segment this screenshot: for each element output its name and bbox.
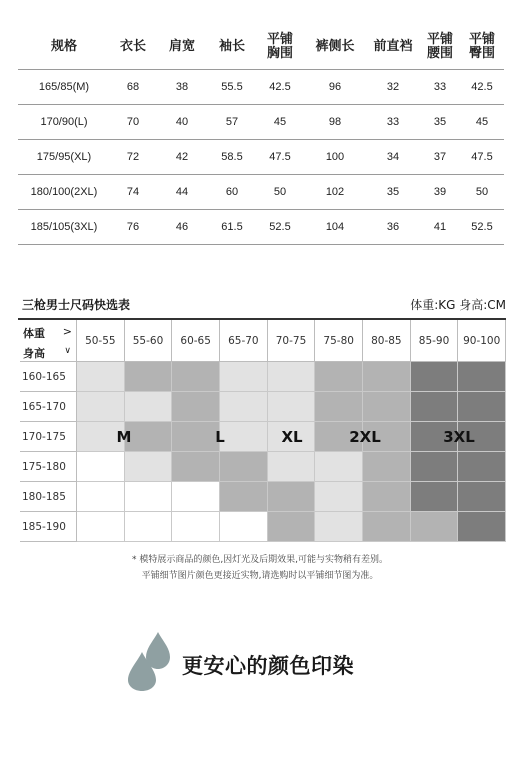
header-spec: 规格 bbox=[50, 37, 77, 53]
grid-cell bbox=[172, 512, 220, 542]
size-table-cell: 45 bbox=[475, 116, 489, 128]
height-row-label: 165-170 bbox=[20, 392, 77, 422]
grid-cell bbox=[458, 452, 506, 482]
size-table-cell: 38 bbox=[175, 81, 189, 93]
size-table-cell: 185/105(3XL) bbox=[30, 221, 98, 233]
size-table-row bbox=[18, 175, 504, 210]
size-table-cell: 50 bbox=[273, 186, 287, 198]
grid-cell bbox=[125, 452, 173, 482]
water-drops-icon bbox=[128, 630, 176, 692]
size-table-cell: 102 bbox=[325, 186, 345, 198]
grid-cell bbox=[125, 512, 173, 542]
header-chest: 平铺 胸围 bbox=[266, 30, 293, 60]
weight-label: 体重 bbox=[23, 327, 45, 340]
grid-row bbox=[20, 452, 506, 482]
note-line-1: * 模特展示商品的颜色,因灯光及后期效果,可能与实物稍有差别。 bbox=[131, 555, 389, 565]
size-table-row bbox=[18, 105, 504, 140]
size-table-cell: 55.5 bbox=[221, 81, 243, 93]
grid-cell bbox=[363, 452, 411, 482]
grid-cell bbox=[363, 482, 411, 512]
size-table-cell: 96 bbox=[328, 81, 342, 93]
grid-cell bbox=[125, 362, 173, 392]
grid-cell bbox=[411, 512, 459, 542]
grid-corner bbox=[20, 320, 77, 362]
grid-cell bbox=[77, 512, 125, 542]
grid-cell bbox=[125, 422, 173, 452]
grid-cell bbox=[411, 452, 459, 482]
size-label-xl: XL bbox=[281, 428, 303, 446]
size-label-3xl: 3XL bbox=[443, 428, 475, 446]
height-row-label: 160-165 bbox=[20, 362, 77, 392]
grid-cell bbox=[363, 362, 411, 392]
grid-row bbox=[20, 512, 506, 542]
grid-cell bbox=[411, 482, 459, 512]
disclaimer-notes bbox=[0, 552, 520, 584]
grid-cell bbox=[411, 362, 459, 392]
grid-cell bbox=[172, 482, 220, 512]
size-table-cell: 50 bbox=[475, 186, 489, 198]
grid-cell bbox=[458, 362, 506, 392]
quick-guide-title: 三枪男士尺码快选表 bbox=[22, 298, 131, 312]
size-spec-table bbox=[18, 22, 504, 245]
header-front-rise: 前直裆 bbox=[373, 37, 413, 53]
size-table-cell: 44 bbox=[175, 186, 189, 198]
size-table-cell: 180/100(2XL) bbox=[30, 186, 98, 198]
grid-cell bbox=[363, 512, 411, 542]
grid-cell bbox=[363, 392, 411, 422]
size-table-cell: 76 bbox=[126, 221, 140, 233]
grid-cell bbox=[220, 362, 268, 392]
header-waist: 平铺 腰围 bbox=[426, 30, 453, 60]
grid-cell bbox=[268, 362, 316, 392]
weight-column-header: 75-80 bbox=[315, 320, 363, 362]
weight-column-header: 80-85 bbox=[363, 320, 411, 362]
size-table-cell: 35 bbox=[433, 116, 447, 128]
size-table-cell: 33 bbox=[386, 116, 400, 128]
grid-row bbox=[20, 482, 506, 512]
grid-cell bbox=[125, 392, 173, 422]
size-table-cell: 60 bbox=[225, 186, 239, 198]
size-table-cell: 58.5 bbox=[221, 151, 243, 163]
size-table-cell: 42 bbox=[175, 151, 189, 163]
size-table-cell: 37 bbox=[433, 151, 447, 163]
grid-cell bbox=[315, 392, 363, 422]
size-table-cell: 47.5 bbox=[269, 151, 291, 163]
weight-column-header: 85-90 bbox=[411, 320, 459, 362]
size-table-cell: 45 bbox=[273, 116, 287, 128]
grid-cell bbox=[77, 362, 125, 392]
height-arrow-icon: ∨ bbox=[64, 346, 71, 356]
size-table-cell: 34 bbox=[386, 151, 400, 163]
size-table-cell: 42.5 bbox=[269, 81, 291, 93]
grid-cell bbox=[77, 482, 125, 512]
grid-cell bbox=[220, 392, 268, 422]
weight-column-header: 60-65 bbox=[172, 320, 220, 362]
height-row-label: 175-180 bbox=[20, 452, 77, 482]
size-table-cell: 36 bbox=[386, 221, 400, 233]
size-table-cell: 46 bbox=[175, 221, 189, 233]
size-label-2xl: 2XL bbox=[349, 428, 381, 446]
weight-column-header: 50-55 bbox=[77, 320, 125, 362]
size-table-cell: 74 bbox=[126, 186, 140, 198]
grid-cell bbox=[172, 362, 220, 392]
grid-cell bbox=[268, 512, 316, 542]
grid-cell bbox=[268, 482, 316, 512]
header-shoulder: 肩宽 bbox=[168, 37, 195, 53]
size-table-row bbox=[18, 70, 504, 105]
grid-cell bbox=[458, 512, 506, 542]
size-table-cell: 42.5 bbox=[471, 81, 493, 93]
size-table-cell: 52.5 bbox=[269, 221, 291, 233]
size-table-cell: 72 bbox=[126, 151, 140, 163]
size-table-cell: 100 bbox=[325, 151, 345, 163]
note-line-2: 平铺细节图片颜色更接近实物,请选购时以平铺细节图为准。 bbox=[141, 571, 379, 581]
height-label: 身高 bbox=[23, 347, 45, 360]
grid-row bbox=[20, 362, 506, 392]
grid-cell bbox=[458, 482, 506, 512]
size-table-cell: 40 bbox=[175, 116, 189, 128]
header-length: 衣长 bbox=[119, 37, 146, 53]
grid-cell bbox=[315, 362, 363, 392]
grid-body bbox=[20, 362, 506, 542]
weight-arrow-icon: > bbox=[62, 325, 72, 338]
size-quick-grid bbox=[20, 320, 506, 542]
banner-title: 更安心的颜色印染 bbox=[182, 654, 354, 678]
grid-cell bbox=[458, 392, 506, 422]
size-table-cell: 170/90(L) bbox=[40, 116, 88, 128]
weight-column-header: 65-70 bbox=[220, 320, 268, 362]
size-table-header bbox=[18, 22, 504, 70]
size-table-cell: 52.5 bbox=[471, 221, 493, 233]
height-row-label: 180-185 bbox=[20, 482, 77, 512]
weight-column-header: 90-100 bbox=[458, 320, 506, 362]
grid-cell bbox=[172, 422, 220, 452]
grid-cell bbox=[125, 482, 173, 512]
size-table-cell: 39 bbox=[433, 186, 447, 198]
grid-cell bbox=[172, 392, 220, 422]
size-table-cell: 57 bbox=[225, 116, 239, 128]
grid-cell bbox=[411, 392, 459, 422]
size-table-row bbox=[18, 210, 504, 245]
weight-column-header: 70-75 bbox=[268, 320, 316, 362]
grid-cell bbox=[315, 512, 363, 542]
grid-cell bbox=[220, 482, 268, 512]
grid-cell bbox=[77, 452, 125, 482]
grid-row bbox=[20, 422, 506, 452]
unit-note: 体重:KG 身高:CM bbox=[410, 298, 506, 312]
grid-row bbox=[20, 392, 506, 422]
grid-cell bbox=[315, 452, 363, 482]
grid-cell bbox=[172, 452, 220, 482]
size-table-cell: 104 bbox=[325, 221, 345, 233]
height-row-label: 170-175 bbox=[20, 422, 77, 452]
grid-cell bbox=[268, 452, 316, 482]
size-table-cell: 33 bbox=[433, 81, 447, 93]
grid-cell bbox=[220, 452, 268, 482]
size-table-cell: 70 bbox=[126, 116, 140, 128]
size-table-cell: 61.5 bbox=[221, 221, 243, 233]
grid-cell bbox=[220, 422, 268, 452]
grid-cell bbox=[315, 482, 363, 512]
grid-header bbox=[20, 320, 506, 362]
size-table-row bbox=[18, 140, 504, 175]
grid-cell bbox=[220, 512, 268, 542]
size-table-body bbox=[18, 70, 504, 245]
grid-cell bbox=[268, 392, 316, 422]
size-table-cell: 35 bbox=[386, 186, 400, 198]
height-row-label: 185-190 bbox=[20, 512, 77, 542]
size-table-cell: 165/85(M) bbox=[38, 81, 90, 93]
size-table-cell: 68 bbox=[126, 81, 140, 93]
header-pants-length: 裤侧长 bbox=[315, 37, 355, 53]
size-label-m: M bbox=[116, 428, 132, 446]
size-table-cell: 47.5 bbox=[471, 151, 493, 163]
size-table-cell: 98 bbox=[328, 116, 342, 128]
size-label-l: L bbox=[215, 428, 225, 446]
header-sleeve: 袖长 bbox=[218, 37, 245, 53]
weight-column-header: 55-60 bbox=[125, 320, 173, 362]
header-hip: 平铺 臀围 bbox=[468, 30, 495, 60]
grid-cell bbox=[77, 392, 125, 422]
size-table-cell: 41 bbox=[433, 221, 447, 233]
size-table-cell: 175/95(XL) bbox=[36, 151, 92, 163]
size-table-cell: 32 bbox=[386, 81, 400, 93]
